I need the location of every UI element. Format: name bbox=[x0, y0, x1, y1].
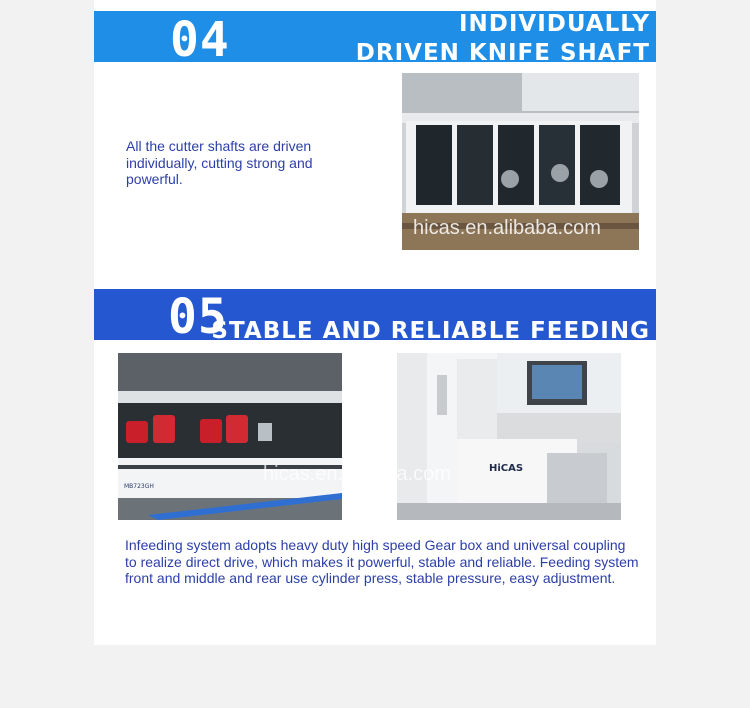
section-04-title-line1: INDIVIDUALLY bbox=[458, 11, 650, 37]
section-04-title-line2: DRIVEN KNIFE SHAFT bbox=[355, 40, 650, 62]
section-05-watermark: hicas.en.alibaba.com bbox=[263, 463, 451, 485]
knife-shaft-machine-photo bbox=[402, 73, 639, 250]
section-04-banner bbox=[94, 11, 656, 62]
section-05-title: STABLE AND RELIABLE FEEDING bbox=[211, 318, 650, 340]
section-04-watermark: hicas.en.alibaba.com bbox=[413, 217, 601, 239]
section-04-description: All the cutter shafts are driven individually, cutting strong and powerful. bbox=[126, 138, 313, 187]
section-05-banner bbox=[94, 289, 656, 340]
section-04-number: 04 bbox=[170, 12, 230, 62]
brand-logo-text: HiCAS bbox=[489, 463, 524, 474]
section-05-description: Infeeding system adopts heavy duty high speed Gear box and universal coupling to realize direct drive, which makes it powerful, stable and reliable. Feeding system front and middle and rear use cylinder press, stable pressure, easy adjustment. bbox=[125, 537, 639, 586]
control-panel-photo bbox=[397, 353, 621, 520]
section-05-number: 05 bbox=[168, 289, 228, 340]
machine-plate-label: MB723GH bbox=[124, 483, 154, 490]
section-04-title bbox=[356, 11, 650, 62]
feeding-rollers-photo bbox=[118, 353, 342, 520]
